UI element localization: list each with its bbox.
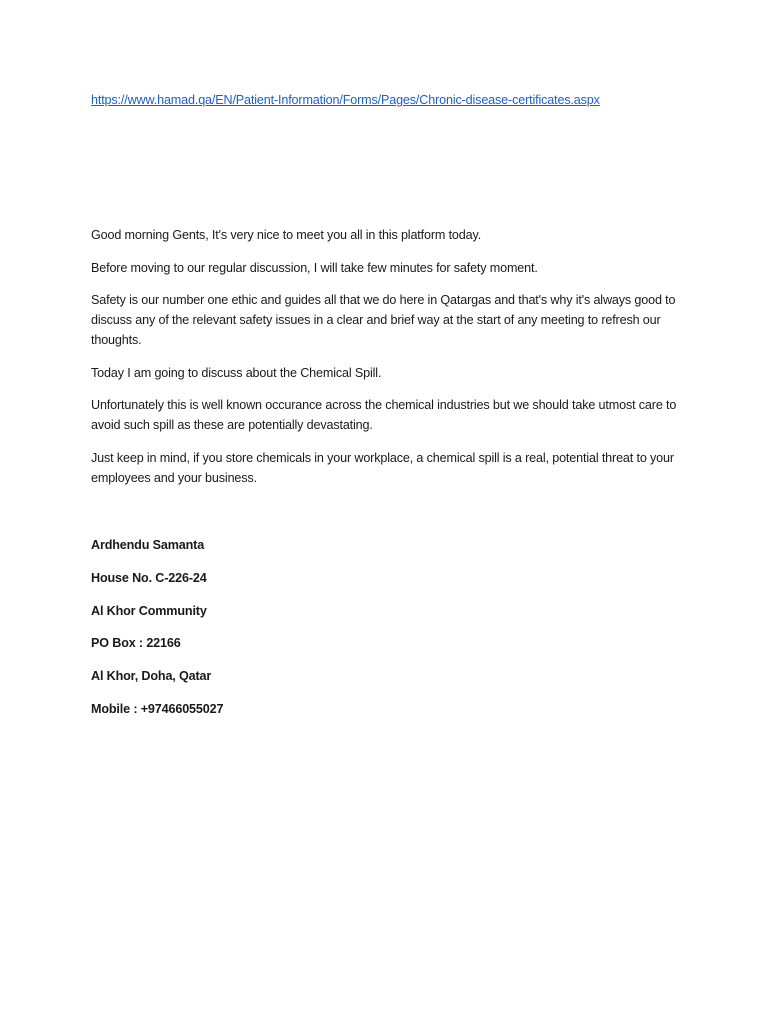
signature-house: House No. C-226-24 bbox=[91, 570, 207, 585]
signature-city: Al Khor, Doha, Qatar bbox=[91, 669, 212, 684]
paragraph-intro: Before moving to our regular discussion, I will take few minutes for safety moment. bbox=[91, 260, 538, 275]
paragraph-greeting: Good morning Gents, It's very nice to meet you all in this platform today. bbox=[91, 228, 482, 242]
signature-name: Ardhendu Samanta bbox=[91, 538, 205, 552]
signature-po-box: PO Box : 22166 bbox=[91, 636, 181, 651]
paragraph-topic: Today I am going to discuss about the Chemical Spill. bbox=[91, 365, 382, 380]
paragraph-occurrence: Unfortunately this is well known occurance across the chemical industries but we should take utmost care to avoid such spill as these are potentially devastating. bbox=[91, 398, 677, 432]
hyperlink[interactable]: https://www.hamad.qa/EN/Patient-Information/Forms/Pages/Chronic-disease-certificates.aspx bbox=[91, 93, 600, 107]
signature-community: Al Khor Community bbox=[91, 603, 207, 618]
signature-mobile: Mobile : +97466055027 bbox=[91, 701, 224, 716]
signature-block bbox=[91, 535, 491, 732]
message-body bbox=[91, 225, 691, 500]
paragraph-threat: Just keep in mind, if you store chemicals in your workplace, a chemical spill is a real, potential threat to your employees and your business. bbox=[91, 450, 674, 485]
paragraph-safety-ethic: Safety is our number one ethic and guides all that we do here in Qatargas and that's why it's always good to discuss any of the relevant safety issues in a clear and brief way at the start of any meeting to refresh our thoughts. bbox=[91, 293, 676, 347]
